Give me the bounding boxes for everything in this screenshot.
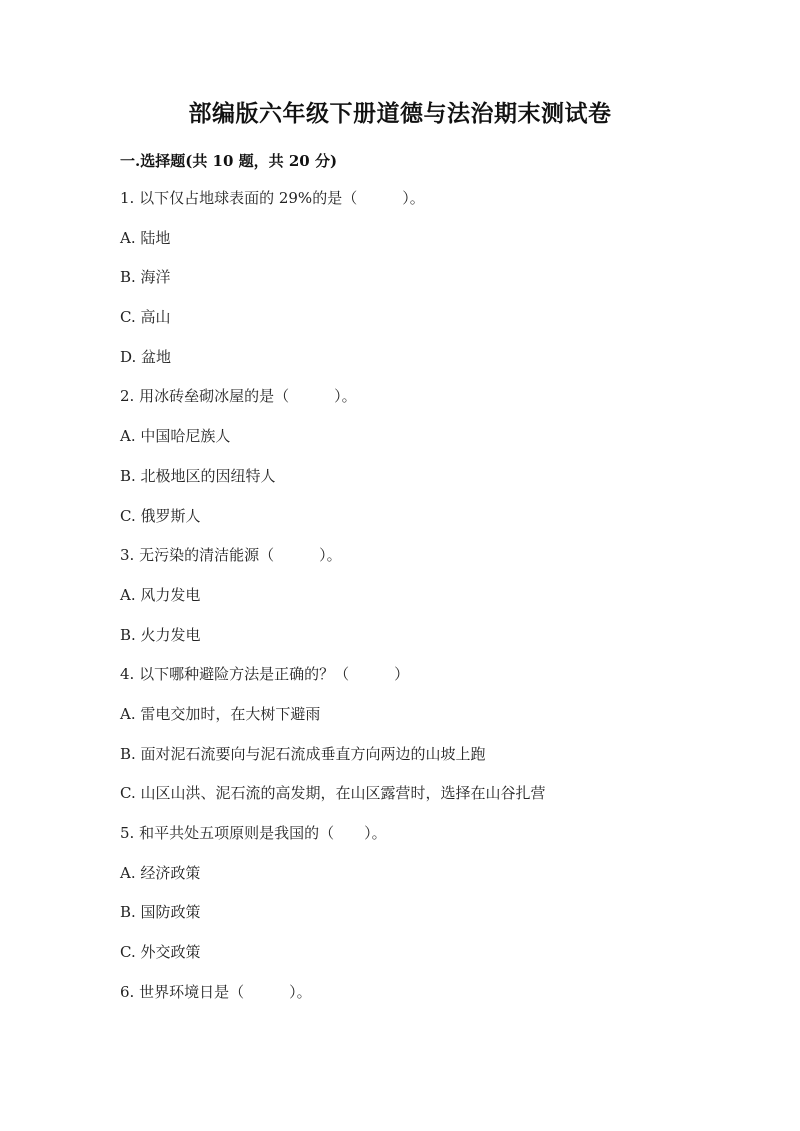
question-3-option-a: A. 风力发电 [120,585,201,604]
question-1-option-a: A. 陆地 [120,228,171,247]
question-1-option-c: C. 高山 [120,308,171,327]
question-3-stem: 3. 无污染的清洁能源（ ）。 [120,546,342,565]
question-4-option-a: A. 雷电交加时，在大树下避雨 [120,704,321,723]
question-4-option-c: C. 山区山洪、泥石流的高发期，在山区露营时，选择在山谷扎营 [120,784,546,803]
question-list [120,188,740,1021]
question-2-option-a: A. 中国哈尼族人 [120,427,231,446]
question-6-stem: 6. 世界环境日是（ ）。 [120,982,312,1001]
question-1-option-b: B. 海洋 [120,268,171,287]
question-3-option-b: B. 火力发电 [120,625,201,644]
question-2-option-c: C. 俄罗斯人 [120,506,201,525]
question-2-option-b: B. 北极地区的因纽特人 [120,466,276,485]
question-1-stem: 1. 以下仅占地球表面的 29%的是（ ）。 [120,189,425,207]
question-1-option-d: D. 盆地 [120,347,172,366]
question-4-option-b: B. 面对泥石流要向与泥石流成垂直方向两边的山坡上跑 [120,744,486,763]
question-5-option-b: B. 国防政策 [120,903,201,922]
question-5-option-c: C. 外交政策 [120,943,201,962]
section-heading: 一.选择题(共 10 题，共 20 分) [120,152,338,170]
question-4-stem: 4. 以下哪种避险方法是正确的？（ ） [120,665,410,684]
page-title: 部编版六年级下册道德与法治期末测试卷 [188,100,612,127]
question-2-stem: 2. 用冰砖垒砌冰屋的是（ ）。 [120,387,357,406]
question-5-option-a: A. 经济政策 [120,863,201,882]
question-5-stem: 5. 和平共处五项原则是我国的（ ）。 [120,824,387,842]
